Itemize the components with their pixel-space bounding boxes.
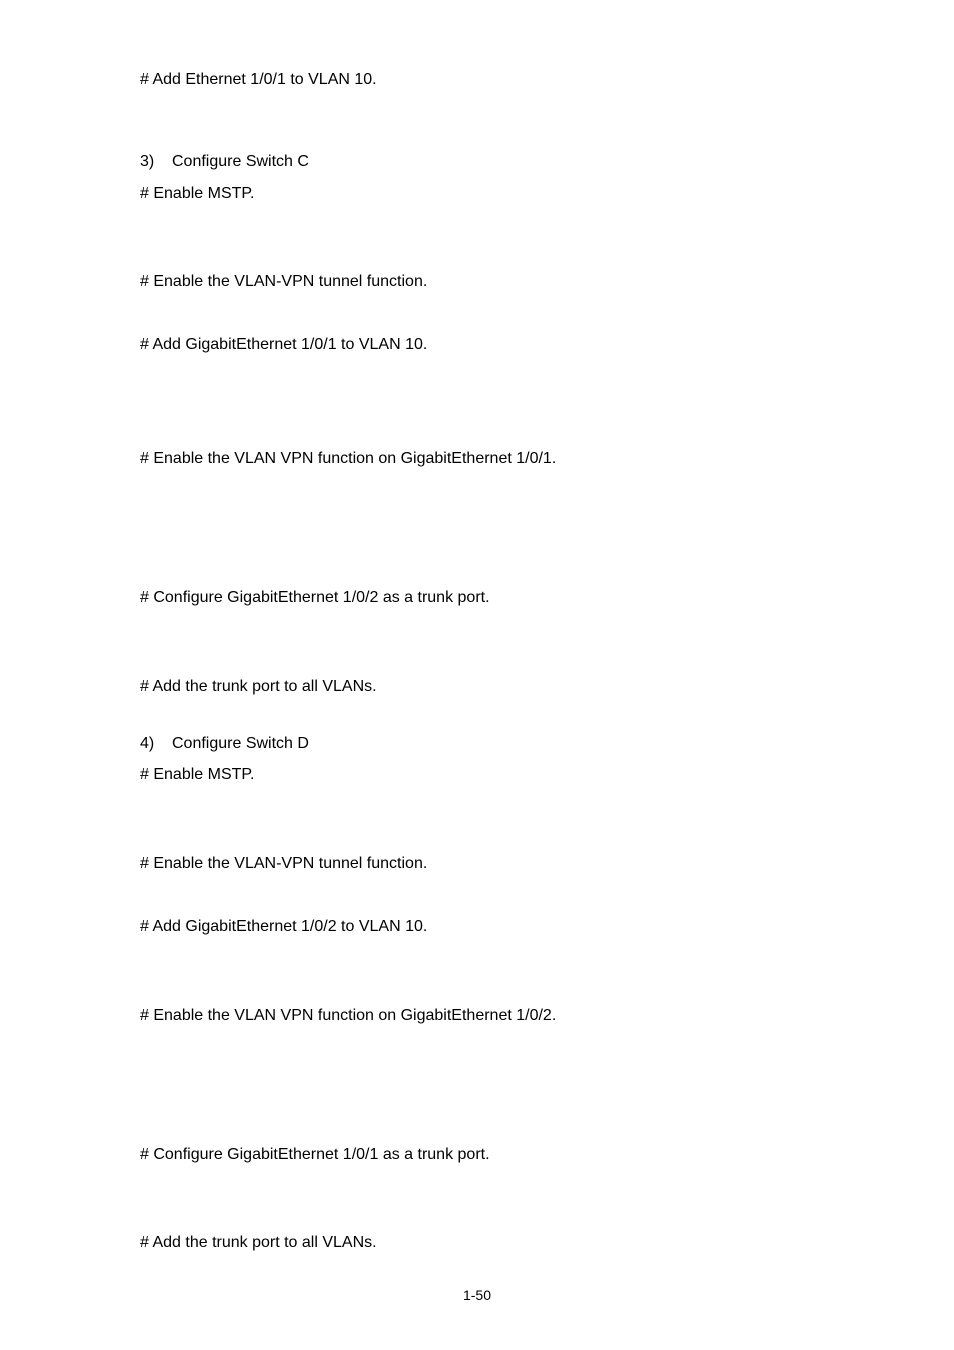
comment-line: # Add the trunk port to all VLANs. <box>140 1234 377 1251</box>
comment-line: # Enable MSTP. <box>140 766 255 783</box>
comment-line: # Add Ethernet 1/0/1 to VLAN 10. <box>140 71 377 88</box>
step-number: 4) <box>140 735 155 752</box>
step-number: 3) <box>140 153 155 170</box>
comment-line: # Enable the VLAN-VPN tunnel function. <box>140 855 428 872</box>
step-label: Configure Switch C <box>172 153 309 170</box>
step-label: Configure Switch D <box>172 735 309 752</box>
comment-line: # Enable the VLAN VPN function on GigabitEthernet 1/0/2. <box>140 1007 557 1024</box>
page-number: 1-50 <box>462 1287 492 1303</box>
comment-line: # Configure GigabitEthernet 1/0/1 as a trunk port. <box>140 1146 490 1163</box>
comment-line: # Configure GigabitEthernet 1/0/2 as a trunk port. <box>140 589 490 606</box>
comment-line: # Add the trunk port to all VLANs. <box>140 678 377 695</box>
comment-line: # Add GigabitEthernet 1/0/1 to VLAN 10. <box>140 336 428 353</box>
step-heading <box>140 152 309 172</box>
comment-line: # Enable the VLAN-VPN tunnel function. <box>140 273 428 290</box>
comment-line: # Enable the VLAN VPN function on GigabitEthernet 1/0/1. <box>140 450 557 467</box>
comment-line: # Enable MSTP. <box>140 185 255 202</box>
comment-line: # Add GigabitEthernet 1/0/2 to VLAN 10. <box>140 918 428 935</box>
step-heading <box>140 734 309 754</box>
